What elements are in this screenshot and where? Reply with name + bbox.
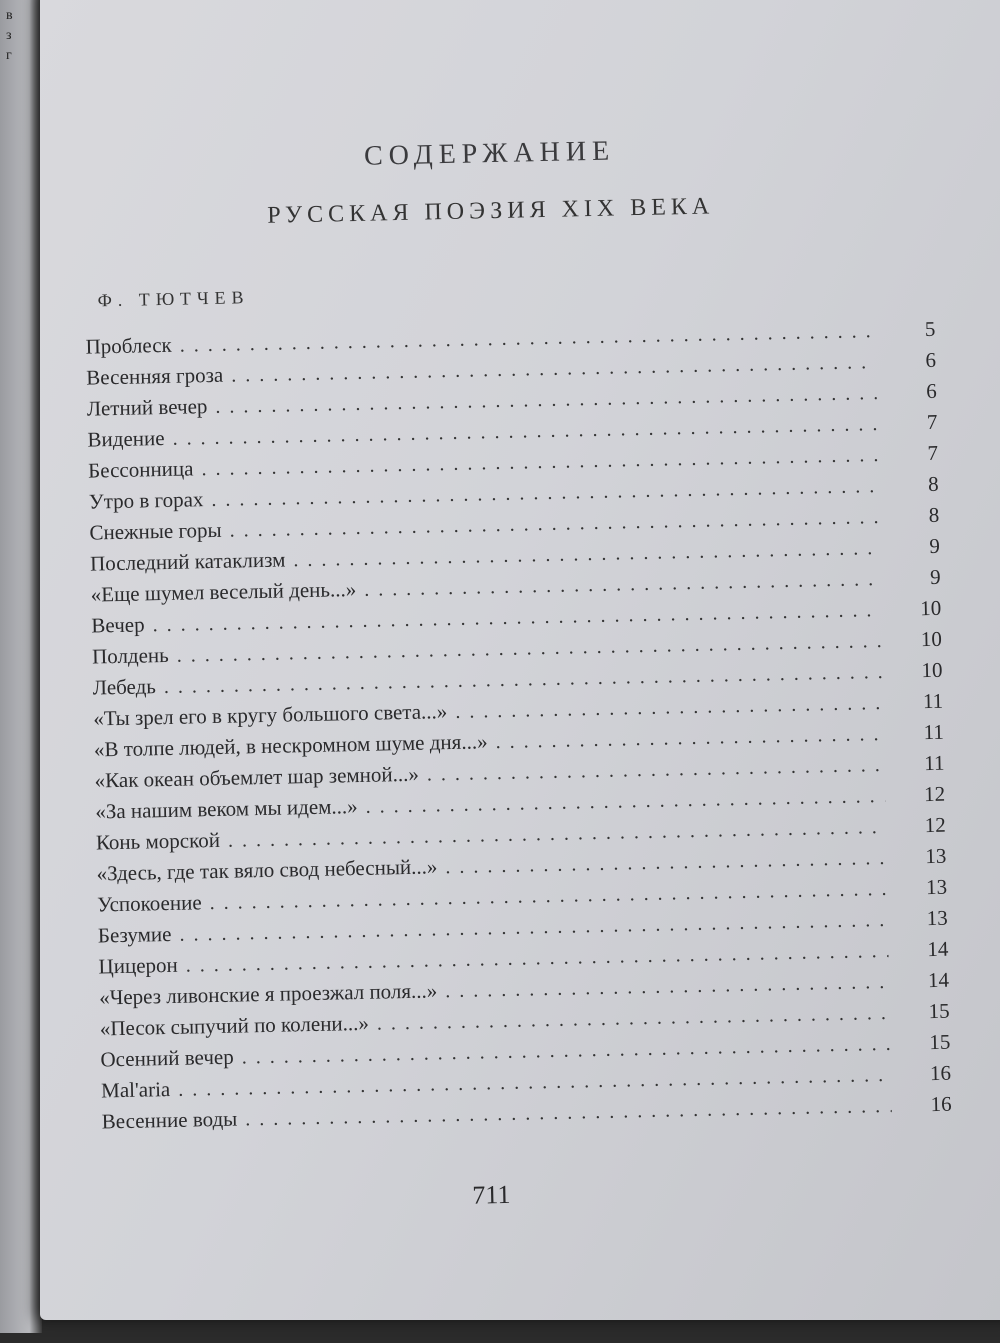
toc-entry-page: 8	[928, 502, 940, 527]
toc-entry-title: «Как океан объемлет шар земной...»	[94, 761, 420, 793]
toc-entry-page: 15	[929, 1029, 951, 1055]
toc-entry-title: Снежные горы	[89, 517, 222, 545]
toc-entry-page: 11	[923, 719, 945, 745]
left-page-letter: з	[6, 28, 12, 43]
page-title: СОДЕРЖАНИЕ	[363, 135, 616, 172]
toc-entry-title: Летний вечер	[86, 394, 208, 421]
toc-entry-page: 13	[926, 905, 948, 931]
toc-entry-title: «Еще шумел веселый день...»	[90, 577, 357, 607]
toc-entry-page: 16	[930, 1091, 952, 1117]
toc-entry-title: Весенняя гроза	[85, 362, 224, 390]
toc-entry-title: Безумие	[97, 921, 172, 948]
toc-entry-title: «Здесь, где так вяло свод небесный...»	[96, 854, 438, 886]
toc-entry-title: «Ты зрел его в кругу большого света...»	[93, 699, 448, 731]
toc-entry-title: Полдень	[91, 642, 169, 669]
toc-leader-dots	[455, 692, 883, 724]
toc-entry-page: 14	[927, 936, 949, 962]
section-title: РУССКАЯ ПОЭЗИЯ XIX ВЕКА	[267, 193, 715, 229]
toc-entry-title: Последний катаклизм	[89, 547, 286, 576]
toc-entry-title: Весенние воды	[101, 1106, 238, 1134]
toc-entry-title: Проблеск	[85, 332, 172, 359]
toc-entry-title: Утро в горах	[88, 487, 204, 514]
toc-entry-title: Конь морской	[95, 827, 221, 855]
toc-entry-title: Бессонница	[87, 456, 194, 483]
author-name: Ф. ТЮТЧЕВ	[97, 287, 250, 311]
toc-entry-page: 9	[929, 564, 941, 589]
toc-entry-title: Лебедь	[92, 674, 157, 700]
toc-entry-page: 14	[927, 967, 950, 993]
page-number: 711	[472, 1179, 511, 1210]
toc-entry-page: 7	[927, 440, 939, 466]
toc-entry-page: 7	[926, 409, 938, 435]
toc-entry-page: 6	[925, 378, 937, 404]
toc-entry-title: Mal'aria	[100, 1077, 171, 1103]
toc-entry-page: 11	[922, 688, 944, 714]
toc-entry-title: Вечер	[91, 612, 145, 638]
toc-entry-page: 5	[924, 316, 936, 342]
toc-entry-page: 6	[925, 347, 937, 373]
toc-entry-page: 13	[925, 874, 948, 900]
toc-entry-page: 12	[924, 812, 947, 838]
left-page-letter: г	[6, 48, 12, 63]
toc-entry-page: 15	[928, 998, 950, 1024]
toc-leader-dots	[495, 723, 884, 754]
toc-entry-page: 16	[929, 1060, 952, 1086]
toc-entry-title: Видение	[87, 425, 165, 452]
toc-entry-page: 11	[923, 750, 945, 776]
toc-entry-page: 13	[925, 843, 947, 869]
toc-entry-title: Осенний вечер	[100, 1044, 234, 1072]
toc-entry-page: 10	[921, 657, 943, 683]
left-page-letter: в	[6, 8, 13, 23]
toc-entry-title: «За нашим веком мы идем...»	[95, 794, 358, 824]
toc-entry-title: Цицерон	[98, 952, 178, 979]
toc-entry-page: 12	[923, 781, 946, 807]
toc-entry-title: «Через ливонские я проезжал поля...»	[98, 978, 438, 1010]
toc-entry-title: «Песок сыпучий по колени...»	[99, 1010, 370, 1041]
toc-entry-page: 10	[919, 595, 942, 621]
toc-entry-page: 9	[929, 533, 941, 558]
toc-entry-page: 10	[920, 626, 943, 652]
toc-entry-title: «В толпе людей, в нескромном шуме дня...»	[93, 729, 488, 762]
toc-entry-page: 8	[927, 471, 939, 496]
toc-entry-title: Успокоение	[96, 890, 202, 917]
table-of-contents	[85, 317, 952, 1141]
